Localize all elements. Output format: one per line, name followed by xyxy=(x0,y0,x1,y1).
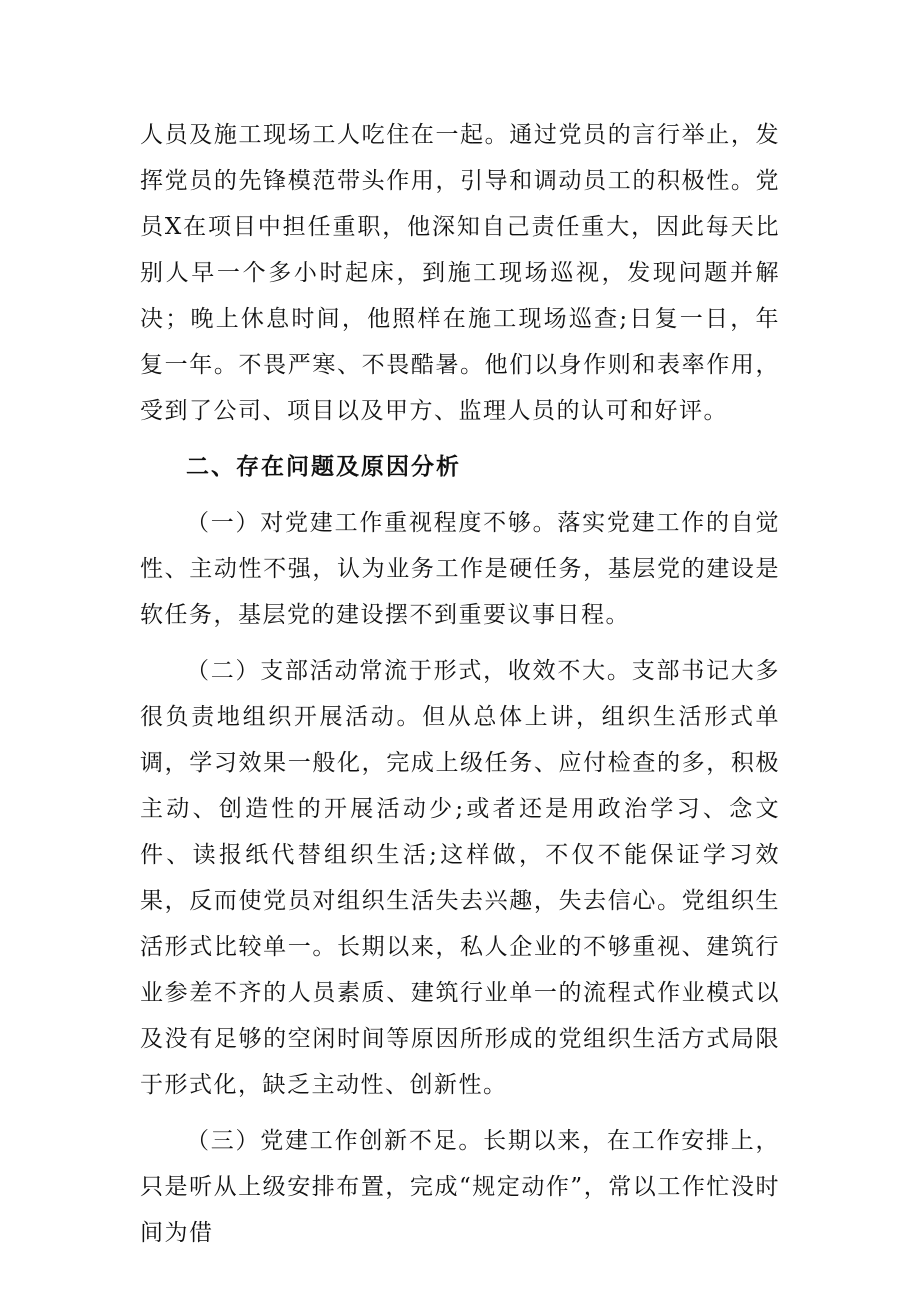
section-heading-problems-analysis: 二、存在问题及原因分析 xyxy=(186,454,461,480)
document-body xyxy=(140,112,780,1256)
paragraph-problem-two: （二）支部活动常流于形式，收效不大。支部书记大多很负责地组织开展活动。但从总体上讲，组织生活形式单调，学习效果一般化，完成上级任务、应付检查的多，积极主动、创造性的开展活动少;或者还是用政治学习、念文件、读报纸代替组织生活;这样做，不仅不能保证学习效果，反而使党员对组织生活失去兴趣，失去信心。党组织生活形式比较单一。长期以来，私人企业的不够重视、建筑行业参差不齐的人员素质、建筑行业单一的流程式作业模式以及没有足够的空闲时间等原因所形成的党组织生活方式局限于形式化，缺乏主动性、创新性。 xyxy=(140,658,780,1098)
paragraph-staff-living-together: 人员及施工现场工人吃住在一起。通过党员的言行举止，发挥党员的先锋模范带头作用，引导和调动员工的积极性。党员X在项目中担任重职，他深知自己责任重大，因此每天比别人早一个多小时起床，到施工现场巡视，发现问题并解决；晚上休息时间，他照样在施工现场巡查;日复一日，年复一年。不畏严寒、不畏酷暑。他们以身作则和表率作用，受到了公司、项目以及甲方、监理人员的认可和好评。 xyxy=(140,122,780,424)
paragraph-problem-one: （一）对党建工作重视程度不够。落实党建工作的自觉性、主动性不强，认为业务工作是硬任务，基层党的建设是软任务，基层党的建设摆不到重要议事日程。 xyxy=(140,510,780,628)
paragraph-problem-three: （三）党建工作创新不足。长期以来，在工作安排上，只是听从上级安排布置，完成“规定动作”，常以工作忙没时间为借 xyxy=(140,1128,780,1246)
